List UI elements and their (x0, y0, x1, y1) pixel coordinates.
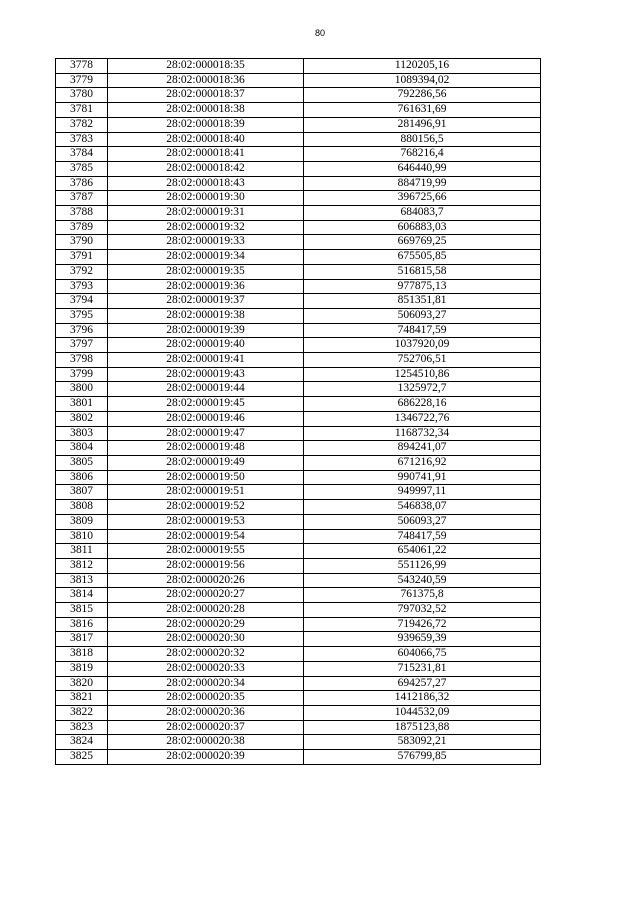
row-number-cell: 3804 (56, 441, 108, 456)
cadastral-value-cell: 1254510,86 (304, 367, 541, 382)
table-row (56, 264, 541, 279)
cadastral-number-cell: 28:02:000019:41 (108, 353, 304, 368)
cadastral-number-cell: 28:02:000019:52 (108, 500, 304, 515)
cadastral-value-cell: 543240,59 (304, 573, 541, 588)
row-number-cell: 3811 (56, 544, 108, 559)
table-row (56, 735, 541, 750)
row-number-cell: 3802 (56, 411, 108, 426)
row-number-cell: 3790 (56, 235, 108, 250)
cadastral-value-cell: 576799,85 (304, 750, 541, 765)
cadastral-value-cell: 719426,72 (304, 617, 541, 632)
cadastral-value-cell: 606883,03 (304, 220, 541, 235)
table-row (56, 544, 541, 559)
cadastral-value-cell: 977875,13 (304, 279, 541, 294)
cadastral-value-cell: 669769,25 (304, 235, 541, 250)
table-row (56, 411, 541, 426)
cadastral-value-cell: 583092,21 (304, 735, 541, 750)
row-number-cell: 3812 (56, 558, 108, 573)
cadastral-value-cell: 768216,4 (304, 147, 541, 162)
row-number-cell: 3789 (56, 220, 108, 235)
table-row (56, 661, 541, 676)
table-row (56, 500, 541, 515)
row-number-cell: 3824 (56, 735, 108, 750)
cadastral-value-cell: 990741,91 (304, 470, 541, 485)
cadastral-value-cell: 949997,11 (304, 485, 541, 500)
table-row (56, 147, 541, 162)
cadastral-number-cell: 28:02:000020:38 (108, 735, 304, 750)
row-number-cell: 3809 (56, 514, 108, 529)
cadastral-number-cell: 28:02:000020:33 (108, 661, 304, 676)
row-number-cell: 3801 (56, 397, 108, 412)
cadastral-value-cell: 604066,75 (304, 647, 541, 662)
cadastral-number-cell: 28:02:000018:42 (108, 161, 304, 176)
table-row (56, 750, 541, 765)
cadastral-value-cell: 761375,8 (304, 588, 541, 603)
row-number-cell: 3796 (56, 323, 108, 338)
row-number-cell: 3791 (56, 250, 108, 265)
cadastral-number-cell: 28:02:000019:46 (108, 411, 304, 426)
row-number-cell: 3797 (56, 338, 108, 353)
row-number-cell: 3808 (56, 500, 108, 515)
row-number-cell: 3818 (56, 647, 108, 662)
cadastral-number-cell: 28:02:000019:47 (108, 426, 304, 441)
cadastral-value-cell: 939659,39 (304, 632, 541, 647)
row-number-cell: 3784 (56, 147, 108, 162)
table-row (56, 705, 541, 720)
row-number-cell: 3821 (56, 691, 108, 706)
cadastral-number-cell: 28:02:000020:29 (108, 617, 304, 632)
cadastral-number-cell: 28:02:000020:36 (108, 705, 304, 720)
cadastral-value-table (55, 58, 541, 765)
table-row (56, 676, 541, 691)
cadastral-number-cell: 28:02:000020:26 (108, 573, 304, 588)
row-number-cell: 3803 (56, 426, 108, 441)
table-row (56, 558, 541, 573)
row-number-cell: 3792 (56, 264, 108, 279)
cadastral-number-cell: 28:02:000019:37 (108, 294, 304, 309)
table-row (56, 308, 541, 323)
row-number-cell: 3825 (56, 750, 108, 765)
cadastral-value-cell: 792286,56 (304, 88, 541, 103)
table-row (56, 279, 541, 294)
cadastral-number-cell: 28:02:000019:32 (108, 220, 304, 235)
cadastral-number-cell: 28:02:000018:40 (108, 132, 304, 147)
row-number-cell: 3806 (56, 470, 108, 485)
table-row (56, 720, 541, 735)
cadastral-number-cell: 28:02:000018:36 (108, 73, 304, 88)
table-row (56, 250, 541, 265)
cadastral-number-cell: 28:02:000019:49 (108, 455, 304, 470)
table-row (56, 176, 541, 191)
row-number-cell: 3778 (56, 59, 108, 74)
cadastral-number-cell: 28:02:000019:53 (108, 514, 304, 529)
table-row (56, 294, 541, 309)
table-row (56, 470, 541, 485)
cadastral-number-cell: 28:02:000018:37 (108, 88, 304, 103)
row-number-cell: 3819 (56, 661, 108, 676)
row-number-cell: 3794 (56, 294, 108, 309)
cadastral-value-cell: 684083,7 (304, 206, 541, 221)
row-number-cell: 3799 (56, 367, 108, 382)
cadastral-value-cell: 675505,85 (304, 250, 541, 265)
table-body (56, 59, 541, 765)
row-number-cell: 3820 (56, 676, 108, 691)
cadastral-value-cell: 880156,5 (304, 132, 541, 147)
cadastral-number-cell: 28:02:000020:39 (108, 750, 304, 765)
cadastral-value-cell: 281496,91 (304, 117, 541, 132)
cadastral-value-cell: 797032,52 (304, 603, 541, 618)
cadastral-number-cell: 28:02:000019:43 (108, 367, 304, 382)
row-number-cell: 3816 (56, 617, 108, 632)
cadastral-value-cell: 671216,92 (304, 455, 541, 470)
table-row (56, 88, 541, 103)
table-row (56, 338, 541, 353)
row-number-cell: 3817 (56, 632, 108, 647)
cadastral-number-cell: 28:02:000019:55 (108, 544, 304, 559)
row-number-cell: 3813 (56, 573, 108, 588)
table-row (56, 103, 541, 118)
table-row (56, 235, 541, 250)
cadastral-value-cell: 546838,07 (304, 500, 541, 515)
cadastral-number-cell: 28:02:000020:35 (108, 691, 304, 706)
row-number-cell: 3815 (56, 603, 108, 618)
table-row (56, 161, 541, 176)
cadastral-value-cell: 884719,99 (304, 176, 541, 191)
cadastral-value-cell: 654061,22 (304, 544, 541, 559)
cadastral-number-cell: 28:02:000019:31 (108, 206, 304, 221)
cadastral-value-cell: 1120205,16 (304, 59, 541, 74)
cadastral-value-cell: 1325972,7 (304, 382, 541, 397)
row-number-cell: 3785 (56, 161, 108, 176)
cadastral-number-cell: 28:02:000019:51 (108, 485, 304, 500)
table-row (56, 323, 541, 338)
cadastral-number-cell: 28:02:000019:50 (108, 470, 304, 485)
row-number-cell: 3788 (56, 206, 108, 221)
cadastral-number-cell: 28:02:000019:40 (108, 338, 304, 353)
cadastral-number-cell: 28:02:000018:43 (108, 176, 304, 191)
cadastral-value-cell: 506093,27 (304, 514, 541, 529)
cadastral-number-cell: 28:02:000019:36 (108, 279, 304, 294)
table-row (56, 441, 541, 456)
cadastral-number-cell: 28:02:000019:39 (108, 323, 304, 338)
row-number-cell: 3814 (56, 588, 108, 603)
cadastral-value-cell: 1168732,34 (304, 426, 541, 441)
table-row (56, 573, 541, 588)
table-row (56, 426, 541, 441)
cadastral-number-cell: 28:02:000019:38 (108, 308, 304, 323)
table-row (56, 220, 541, 235)
cadastral-number-cell: 28:02:000019:30 (108, 191, 304, 206)
row-number-cell: 3780 (56, 88, 108, 103)
table-row (56, 603, 541, 618)
table-row (56, 691, 541, 706)
cadastral-value-cell: 894241,07 (304, 441, 541, 456)
cadastral-value-cell: 516815,58 (304, 264, 541, 279)
row-number-cell: 3783 (56, 132, 108, 147)
table-row (56, 206, 541, 221)
cadastral-number-cell: 28:02:000020:30 (108, 632, 304, 647)
cadastral-value-cell: 1044532,09 (304, 705, 541, 720)
table-row (56, 382, 541, 397)
table-row (56, 191, 541, 206)
cadastral-value-cell: 1412186,32 (304, 691, 541, 706)
table-row (56, 59, 541, 74)
row-number-cell: 3798 (56, 353, 108, 368)
table-row (56, 353, 541, 368)
cadastral-number-cell: 28:02:000019:54 (108, 529, 304, 544)
cadastral-value-cell: 396725,66 (304, 191, 541, 206)
table-row (56, 632, 541, 647)
table-row (56, 485, 541, 500)
cadastral-number-cell: 28:02:000019:48 (108, 441, 304, 456)
table-row (56, 455, 541, 470)
cadastral-value-cell: 748417,59 (304, 323, 541, 338)
row-number-cell: 3787 (56, 191, 108, 206)
row-number-cell: 3786 (56, 176, 108, 191)
table-row (56, 73, 541, 88)
row-number-cell: 3805 (56, 455, 108, 470)
cadastral-number-cell: 28:02:000019:44 (108, 382, 304, 397)
cadastral-value-cell: 715231,81 (304, 661, 541, 676)
table-row (56, 647, 541, 662)
cadastral-value-cell: 1037920,09 (304, 338, 541, 353)
row-number-cell: 3782 (56, 117, 108, 132)
cadastral-value-cell: 1089394,02 (304, 73, 541, 88)
table-row (56, 514, 541, 529)
row-number-cell: 3781 (56, 103, 108, 118)
row-number-cell: 3800 (56, 382, 108, 397)
cadastral-value-cell: 1346722,76 (304, 411, 541, 426)
cadastral-value-cell: 1875123,88 (304, 720, 541, 735)
row-number-cell: 3807 (56, 485, 108, 500)
cadastral-value-cell: 506093,27 (304, 308, 541, 323)
page-number: 80 (314, 28, 325, 38)
cadastral-number-cell: 28:02:000019:35 (108, 264, 304, 279)
cadastral-value-cell: 686228,16 (304, 397, 541, 412)
row-number-cell: 3779 (56, 73, 108, 88)
cadastral-number-cell: 28:02:000020:28 (108, 603, 304, 618)
cadastral-number-cell: 28:02:000019:33 (108, 235, 304, 250)
row-number-cell: 3823 (56, 720, 108, 735)
cadastral-value-cell: 694257,27 (304, 676, 541, 691)
cadastral-number-cell: 28:02:000020:32 (108, 647, 304, 662)
cadastral-number-cell: 28:02:000018:38 (108, 103, 304, 118)
cadastral-value-cell: 752706,51 (304, 353, 541, 368)
table-row (56, 132, 541, 147)
cadastral-value-cell: 551126,99 (304, 558, 541, 573)
cadastral-number-cell: 28:02:000018:39 (108, 117, 304, 132)
cadastral-number-cell: 28:02:000019:45 (108, 397, 304, 412)
cadastral-number-cell: 28:02:000019:34 (108, 250, 304, 265)
cadastral-value-cell: 851351,81 (304, 294, 541, 309)
table-row (56, 588, 541, 603)
cadastral-number-cell: 28:02:000020:27 (108, 588, 304, 603)
table-row (56, 367, 541, 382)
table-row (56, 117, 541, 132)
row-number-cell: 3795 (56, 308, 108, 323)
cadastral-number-cell: 28:02:000019:56 (108, 558, 304, 573)
cadastral-number-cell: 28:02:000020:34 (108, 676, 304, 691)
cadastral-value-cell: 761631,69 (304, 103, 541, 118)
row-number-cell: 3793 (56, 279, 108, 294)
row-number-cell: 3822 (56, 705, 108, 720)
cadastral-value-cell: 646440,99 (304, 161, 541, 176)
table-row (56, 529, 541, 544)
cadastral-number-cell: 28:02:000018:41 (108, 147, 304, 162)
cadastral-number-cell: 28:02:000020:37 (108, 720, 304, 735)
table-row (56, 617, 541, 632)
row-number-cell: 3810 (56, 529, 108, 544)
cadastral-value-cell: 748417,59 (304, 529, 541, 544)
table-row (56, 397, 541, 412)
cadastral-number-cell: 28:02:000018:35 (108, 59, 304, 74)
